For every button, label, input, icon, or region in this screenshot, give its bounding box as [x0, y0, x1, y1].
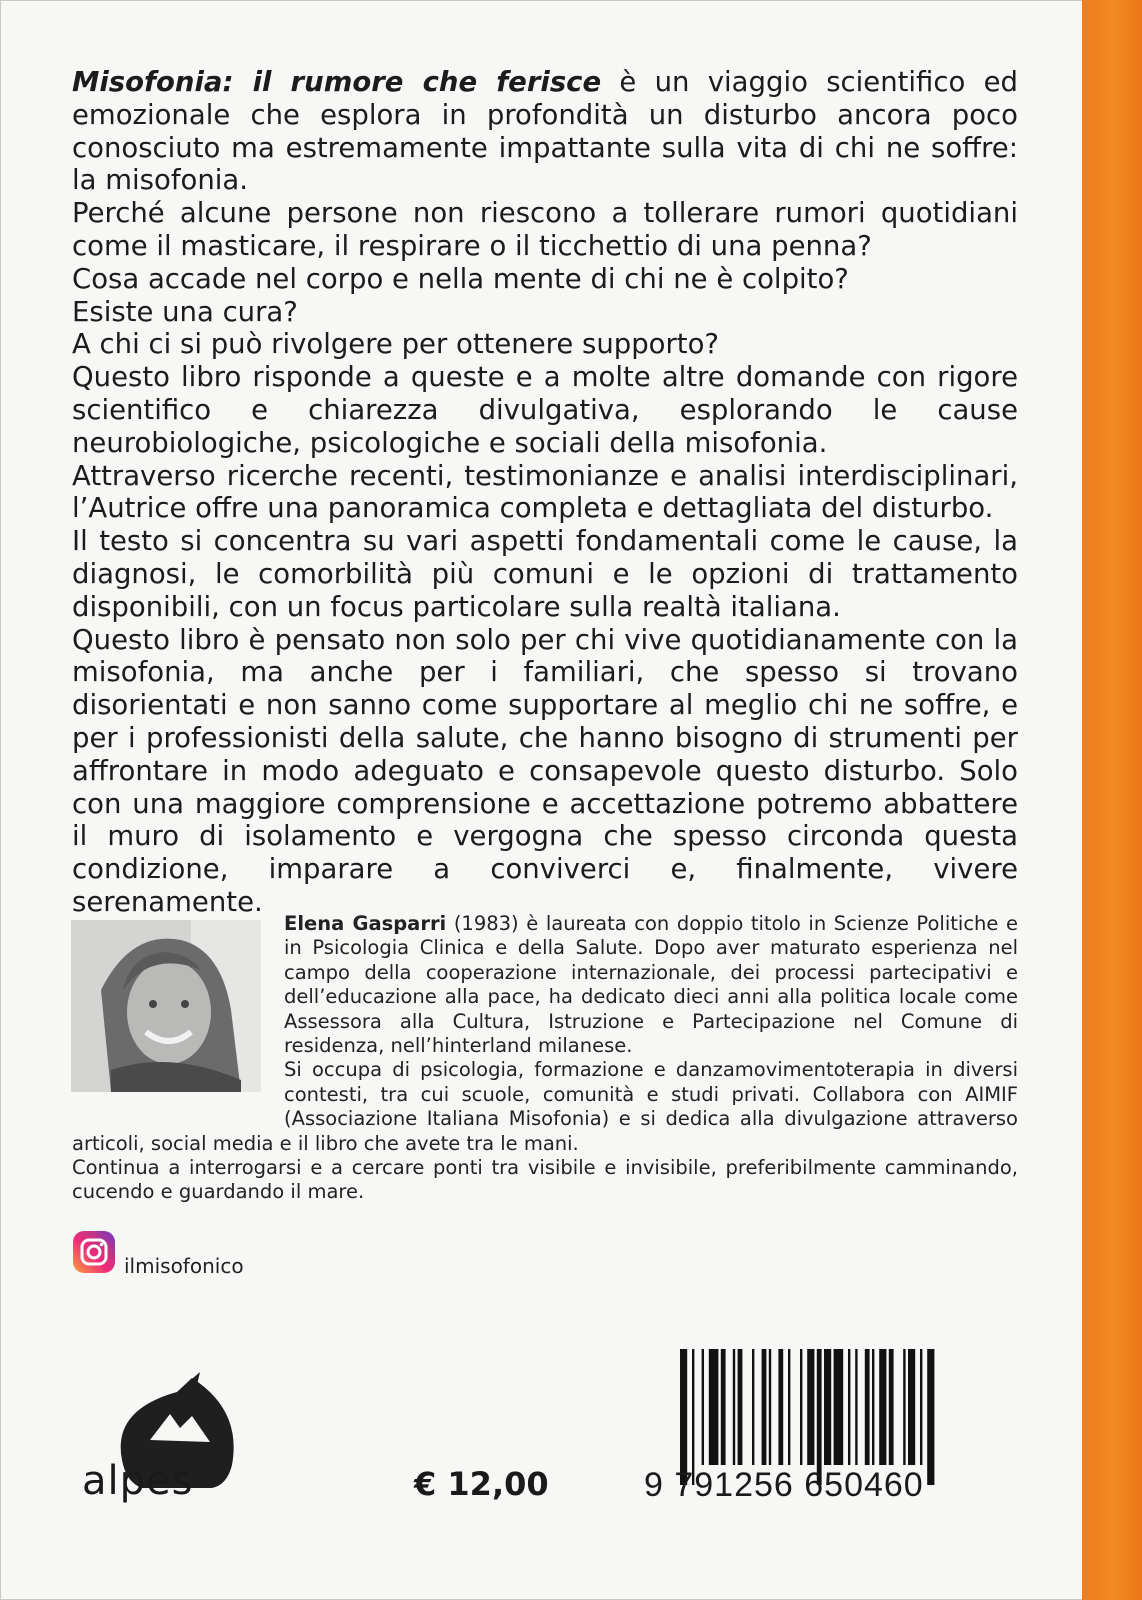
- book-blurb: [72, 66, 1018, 919]
- blurb-paragraph-2: Perché alcune persone non riescono a tollerare rumori quotidiani come il masticare, il respirare o il ticchettio di una penna?: [72, 197, 1018, 262]
- blurb-paragraph-5: A chi ci si può rivolgere per ottenere supporto?: [72, 328, 720, 361]
- blurb-paragraph-3: Cosa accade nel corpo e nella mente di chi ne è colpito?: [72, 262, 849, 295]
- orange-spine-stripe: [1082, 0, 1142, 1600]
- photo-spacer: [72, 912, 284, 1110]
- book-title: Misofonia: il rumore che ferisce: [72, 66, 602, 98]
- isbn-number: 9 791256 650460: [644, 1466, 924, 1504]
- publisher-name: alpes: [82, 1458, 194, 1504]
- instagram-handle: ilmisofonico: [124, 1254, 244, 1278]
- price: € 12,00: [414, 1465, 549, 1503]
- author-bio: [72, 912, 1018, 1205]
- bio-paragraph-2: Si occupa di psicologia, formazione e danzamovimentoterapia in diversi contesti, tra cui scuole, comunità e studi privati. Collabora con AIMIF (Associazione Italiana Misofonia) e si dedica alla divulgazione attraverso articoli, social media e il libro che avete tra le mani.: [72, 1058, 1018, 1155]
- blurb-paragraph-7: Attraverso ricerche recenti, testimonianze e analisi interdisciplinari, l’Autrice offre una panoramica completa e dettagliata del disturbo.: [72, 459, 1018, 525]
- blurb-paragraph-4: Esiste una cura?: [72, 295, 298, 328]
- blurb-paragraph-1: [72, 66, 1018, 197]
- instagram-icon: [73, 1231, 115, 1273]
- bio-intro: (1983) è laureata con doppio titolo in Scienze Politiche e in Psicologia Clinica e della Salute. Dopo aver maturato esperienza nel campo della cooperazione internazionale, dei processi partecipativi e dell’educazione alla pace, ha dedicato dieci anni alla politica locale come Assessora alla Cultura, Istruzione e Partecipazione nel Comune di residenza, nell’hinterland milanese.: [284, 912, 1018, 1058]
- blurb-paragraph-6: Questo libro risponde a queste e a molte altre domande con rigore scientifico e chiarezza divulgativa, esplorando le cause neurobiologiche, psicologiche e sociali della misofonia.: [72, 361, 1018, 459]
- blurb-paragraph-9: Questo libro è pensato non solo per chi vive quotidianamente con la misofonia, ma anche per i familiari, che spesso si trovano disorientati e non sanno come supportare al meglio chi ne soffre, e per i professionisti della salute, che hanno bisogno di strumenti per affrontare in modo adeguato e consapevole questo disturbo. Solo con una maggiore comprensione e accettazione potremo abbattere il muro di isolamento e vergogna che spesso circonda questa condizione, imparare a conviverci e, finalmente, vivere serenamente.: [72, 623, 1018, 918]
- author-name: Elena Gasparri: [284, 912, 447, 935]
- barcode: [680, 1349, 1016, 1485]
- blurb-intro: è un viaggio scientifico ed emozionale che esplora in profondità un disturbo ancora poco conosciuto ma estremamente impattante sulla vita di chi ne soffre: la misofonia.: [72, 66, 1018, 197]
- bio-paragraph-3: Continua a interrogarsi e a cercare ponti tra visibile e invisibile, preferibilmente camminando, cucendo e guardando il mare.: [72, 1156, 1018, 1204]
- blurb-paragraph-8: Il testo si concentra su vari aspetti fondamentali come le cause, la diagnosi, le comorbilità più comuni e le opzioni di trattamento disponibili, con un focus particolare sulla realtà italiana.: [72, 525, 1018, 623]
